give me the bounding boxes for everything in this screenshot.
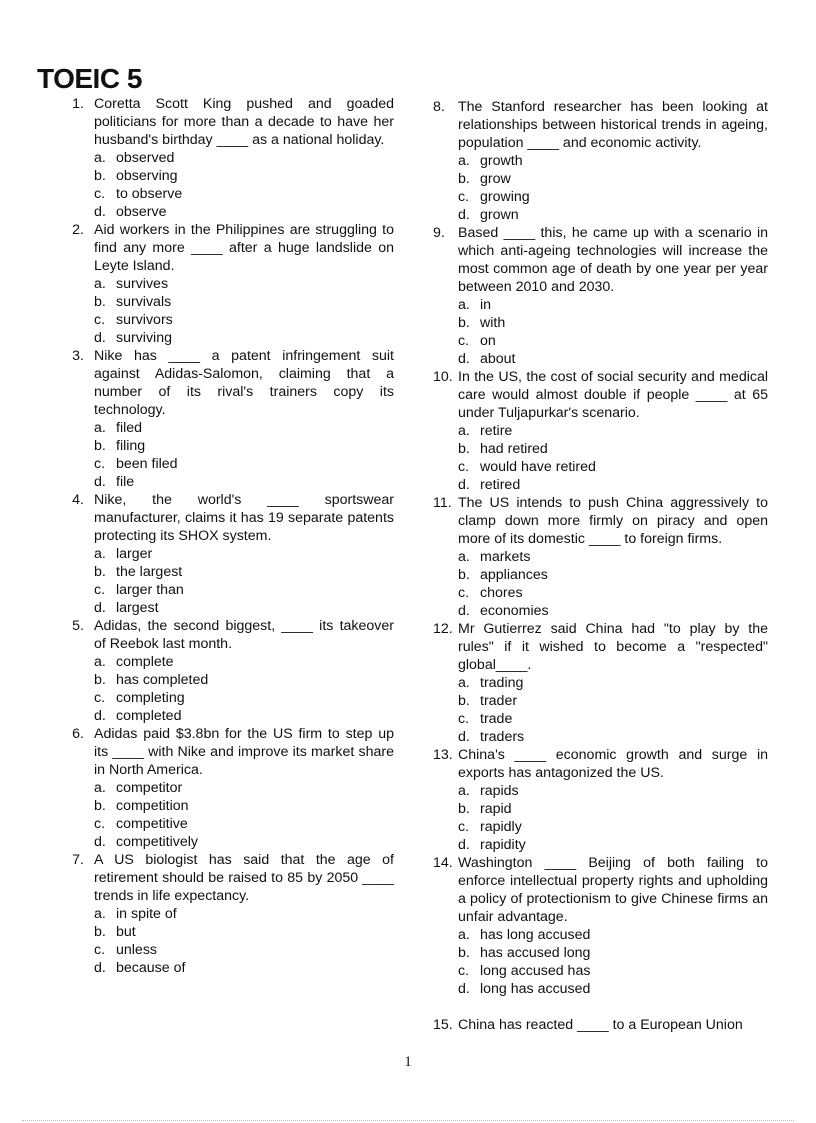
option-text: observed [116,150,175,166]
option-letter: c. [458,459,470,475]
answer-option[interactable] [433,458,768,476]
right-column [433,98,768,1034]
question-number: 1. [72,96,84,112]
option-letter: d. [458,981,470,997]
option-text: would have retired [480,459,596,475]
option-text: grow [480,171,511,187]
option-letter: a. [94,906,106,922]
option-text: long has accused [480,981,591,997]
option-letter: d. [94,834,106,850]
answer-option[interactable] [58,419,394,437]
option-text: long accused has [480,963,591,979]
option-letter: a. [94,654,106,670]
question-stem [433,494,768,548]
option-text: growth [480,153,523,169]
answer-option[interactable] [433,314,768,332]
option-letter: b. [94,924,106,940]
option-letter: d. [94,474,106,490]
option-letter: c. [458,585,470,601]
answer-option[interactable] [58,707,394,725]
option-letter: c. [458,333,470,349]
answer-option[interactable] [58,185,394,203]
question-stem [58,491,394,545]
option-letter: a. [94,780,106,796]
question-text: Mr Gutierrez said China had "to play by the rules" if it wished to become a "respected" global____. [458,621,768,673]
answer-option[interactable] [58,545,394,563]
answer-option[interactable] [58,815,394,833]
answer-option[interactable] [58,797,394,815]
option-text: had retired [480,441,548,457]
option-text: been filed [116,456,178,472]
option-text: but [116,924,136,940]
answer-option[interactable] [433,782,768,800]
answer-options [433,152,768,224]
option-text: largest [116,600,159,616]
option-text: survivors [116,312,173,328]
option-text: competition [116,798,189,814]
answer-option[interactable] [58,905,394,923]
option-letter: d. [94,204,106,220]
answer-option[interactable] [433,566,768,584]
option-text: the largest [116,564,183,580]
option-letter: c. [94,186,106,202]
option-letter: c. [458,963,470,979]
question-stem [433,620,768,674]
answer-option[interactable] [58,149,394,167]
answer-option[interactable] [433,422,768,440]
option-letter: a. [94,276,106,292]
answer-option[interactable] [58,473,394,491]
option-text: with [480,315,506,331]
option-letter: a. [458,927,470,943]
option-letter: c. [94,816,106,832]
option-letter: d. [94,960,106,976]
option-text: because of [116,960,186,976]
question-number: 8. [433,99,445,115]
answer-option[interactable] [58,275,394,293]
option-text: filed [116,420,143,436]
question-stem [433,368,768,422]
answer-option[interactable] [58,311,394,329]
answer-option[interactable] [58,779,394,797]
option-text: observe [116,204,167,220]
option-letter: c. [94,690,106,706]
question-stem [433,746,768,782]
option-letter: a. [94,420,106,436]
option-letter: d. [94,600,106,616]
option-text: on [480,333,496,349]
question-number: 2. [72,222,84,238]
answer-option[interactable] [58,689,394,707]
answer-option[interactable] [433,944,768,962]
option-letter: d. [458,837,470,853]
option-letter: c. [94,582,106,598]
option-text: competitive [116,816,188,832]
answer-option[interactable] [433,440,768,458]
left-column [58,95,394,977]
question-text: Coretta Scott King pushed and goaded politicians for more than a decade to have her husband's birthday ____ as a national holiday. [94,96,394,148]
option-text: markets [480,549,531,565]
answer-option[interactable] [58,455,394,473]
question-stem [58,725,394,779]
option-text: filing [116,438,146,454]
page-number: 1 [404,1054,412,1070]
option-text: grown [480,207,519,223]
question-text: Nike, the world's ____ sportswear manufacturer, claims it has 19 separate patents protecting its SHOX system. [94,492,394,544]
question-stem [58,617,394,653]
option-letter: c. [94,456,106,472]
answer-option[interactable] [58,203,394,221]
answer-options [58,275,394,347]
question-stem [433,224,768,296]
option-text: rapids [480,783,519,799]
answer-option[interactable] [433,332,768,350]
option-text: trader [480,693,518,709]
option-text: about [480,351,516,367]
option-letter: b. [458,441,470,457]
spacer [433,998,768,1016]
option-text: complete [116,654,174,670]
option-text: competitively [116,834,199,850]
question-number: 15. [433,1017,453,1033]
question-item [58,725,394,851]
answer-option[interactable] [58,437,394,455]
answer-options [58,653,394,725]
question-stem [433,98,768,152]
option-text: economies [480,603,549,619]
option-text: larger than [116,582,184,598]
option-text: trade [480,711,513,727]
answer-options [58,149,394,221]
option-text: growing [480,189,530,205]
answer-option[interactable] [58,941,394,959]
answer-option[interactable] [58,581,394,599]
question-number: 11. [433,495,452,511]
answer-option[interactable] [433,926,768,944]
option-letter: c. [94,312,106,328]
answer-option[interactable] [433,710,768,728]
answer-options [58,419,394,491]
answer-option[interactable] [433,152,768,170]
answer-options [58,905,394,977]
answer-option[interactable] [58,833,394,851]
answer-option[interactable] [433,188,768,206]
answer-option[interactable] [433,800,768,818]
question-text: Adidas paid $3.8bn for the US firm to step up its ____ with Nike and improve its market share in North America. [94,726,394,778]
question-stem [433,854,768,926]
option-text: surviving [116,330,172,346]
question-stem [58,95,394,149]
question-stem [433,1016,768,1034]
question-stem [58,221,394,275]
option-letter: b. [458,693,470,709]
question-text: China's ____ economic growth and surge in exports has antagonized the US. [458,747,768,781]
option-letter: a. [458,297,470,313]
answer-option[interactable] [58,167,394,185]
question-number: 9. [433,225,445,241]
question-item [433,98,768,224]
option-text: unless [116,942,158,958]
question-text: The US intends to push China aggressively to clamp down more firmly on piracy and open more of its domestic ____ to foreign firms. [458,495,768,547]
question-item [58,347,394,491]
document-title: TOEIC 5 [37,63,142,94]
option-text: rapid [480,801,512,817]
option-text: competitor [116,780,183,796]
option-letter: c. [458,819,470,835]
option-text: retire [480,423,513,439]
option-letter: d. [458,351,470,367]
answer-option[interactable] [433,962,768,980]
question-item [433,620,768,746]
question-number: 3. [72,348,84,364]
option-text: in [480,297,492,313]
question-stem [58,347,394,419]
option-letter: c. [458,711,470,727]
question-item [433,746,768,854]
answer-option[interactable] [58,599,394,617]
option-letter: b. [458,567,470,583]
option-text: has long accused [480,927,591,943]
answer-option[interactable] [58,959,394,977]
option-letter: a. [458,783,470,799]
question-item [58,617,394,725]
option-letter: b. [94,294,106,310]
option-text: retired [480,477,521,493]
option-text: larger [116,546,153,562]
option-letter: a. [94,150,106,166]
page-footer-divider [22,1120,794,1121]
answer-option[interactable] [58,329,394,347]
option-text: rapidity [480,837,526,853]
answer-options [433,926,768,998]
question-number: 4. [72,492,84,508]
answer-option[interactable] [433,584,768,602]
answer-option[interactable] [433,206,768,224]
option-text: traders [480,729,525,745]
question-item [433,224,768,368]
answer-option[interactable] [58,671,394,689]
question-item [433,1016,768,1034]
option-text: completing [116,690,185,706]
answer-option[interactable] [433,728,768,746]
question-item [433,368,768,494]
question-text: Aid workers in the Philippines are struggling to find any more ____ after a huge landslide on Leyte Island. [94,222,394,274]
answer-options [58,779,394,851]
question-number: 7. [72,852,84,868]
option-letter: c. [458,189,470,205]
question-text: Adidas, the second biggest, ____ its takeover of Reebok last month. [94,618,394,652]
question-text: Washington ____ Beijing of both failing to enforce intellectual property rights and upholding a policy of protectionism to give Chinese firms an unfair advantage. [458,855,768,925]
answer-options [433,674,768,746]
option-text: trading [480,675,524,691]
option-letter: d. [458,729,470,745]
answer-option[interactable] [433,548,768,566]
question-text: A US biologist has said that the age of retirement should be raised to 85 by 2050 ____ trends in life expectancy. [94,852,394,904]
question-text: In the US, the cost of social security and medical care would almost double if people ____ at 65 under Tuljapurkar's scenario. [458,369,768,421]
option-text: appliances [480,567,548,583]
option-letter: a. [458,549,470,565]
question-text: Nike has ____ a patent infringement suit against Adidas-Salomon, claiming that a number of its rival's trainers copy its technology. [94,348,394,418]
answer-option[interactable] [58,563,394,581]
option-letter: b. [94,672,106,688]
answer-option[interactable] [433,602,768,620]
question-text: Based ____ this, he came up with a scenario in which anti-ageing technologies will increase the most common age of death by one year per year between 2010 and 2030. [458,225,768,295]
option-text: file [116,474,135,490]
question-item [58,95,394,221]
answer-option[interactable] [433,674,768,692]
question-item [433,494,768,620]
option-letter: d. [94,708,106,724]
option-letter: b. [94,564,106,580]
answer-options [433,782,768,854]
question-stem [58,851,394,905]
option-letter: c. [94,942,106,958]
question-item [58,491,394,617]
question-item [58,221,394,347]
option-text: has completed [116,672,209,688]
option-letter: b. [458,945,470,961]
option-text: has accused long [480,945,591,961]
option-text: chores [480,585,523,601]
question-item [58,851,394,977]
option-letter: a. [94,546,106,562]
option-letter: b. [94,438,106,454]
question-number: 13. [433,747,453,763]
answer-option[interactable] [58,293,394,311]
option-letter: d. [458,477,470,493]
answer-option[interactable] [433,692,768,710]
option-letter: b. [94,168,106,184]
answer-options [433,548,768,620]
answer-option[interactable] [58,653,394,671]
option-letter: a. [458,153,470,169]
option-letter: a. [458,675,470,691]
question-text: The Stanford researcher has been looking at relationships between historical trends in ageing, population ____ and economic activity. [458,99,768,151]
question-number: 6. [72,726,84,742]
option-text: in spite of [116,906,177,922]
answer-options [58,545,394,617]
answer-option[interactable] [433,980,768,998]
question-number: 10. [433,369,453,385]
question-item [433,854,768,998]
option-text: to observe [116,186,183,202]
option-text: observing [116,168,178,184]
option-text: rapidly [480,819,522,835]
question-number: 5. [72,618,84,634]
question-text: China has reacted ____ to a European Union [458,1017,743,1033]
option-letter: b. [458,315,470,331]
option-text: survives [116,276,169,292]
option-letter: d. [458,603,470,619]
answer-option[interactable] [433,836,768,854]
option-letter: b. [94,798,106,814]
option-letter: d. [94,330,106,346]
answer-option[interactable] [58,923,394,941]
question-number: 12. [433,621,453,637]
question-number: 14. [433,855,453,871]
answer-option[interactable] [433,818,768,836]
answer-option[interactable] [433,350,768,368]
answer-option[interactable] [433,476,768,494]
option-text: completed [116,708,182,724]
option-letter: d. [458,207,470,223]
answer-option[interactable] [433,170,768,188]
answer-option[interactable] [433,296,768,314]
option-letter: a. [458,423,470,439]
option-letter: b. [458,171,470,187]
answer-options [433,296,768,368]
option-letter: b. [458,801,470,817]
answer-options [433,422,768,494]
option-text: survivals [116,294,172,310]
